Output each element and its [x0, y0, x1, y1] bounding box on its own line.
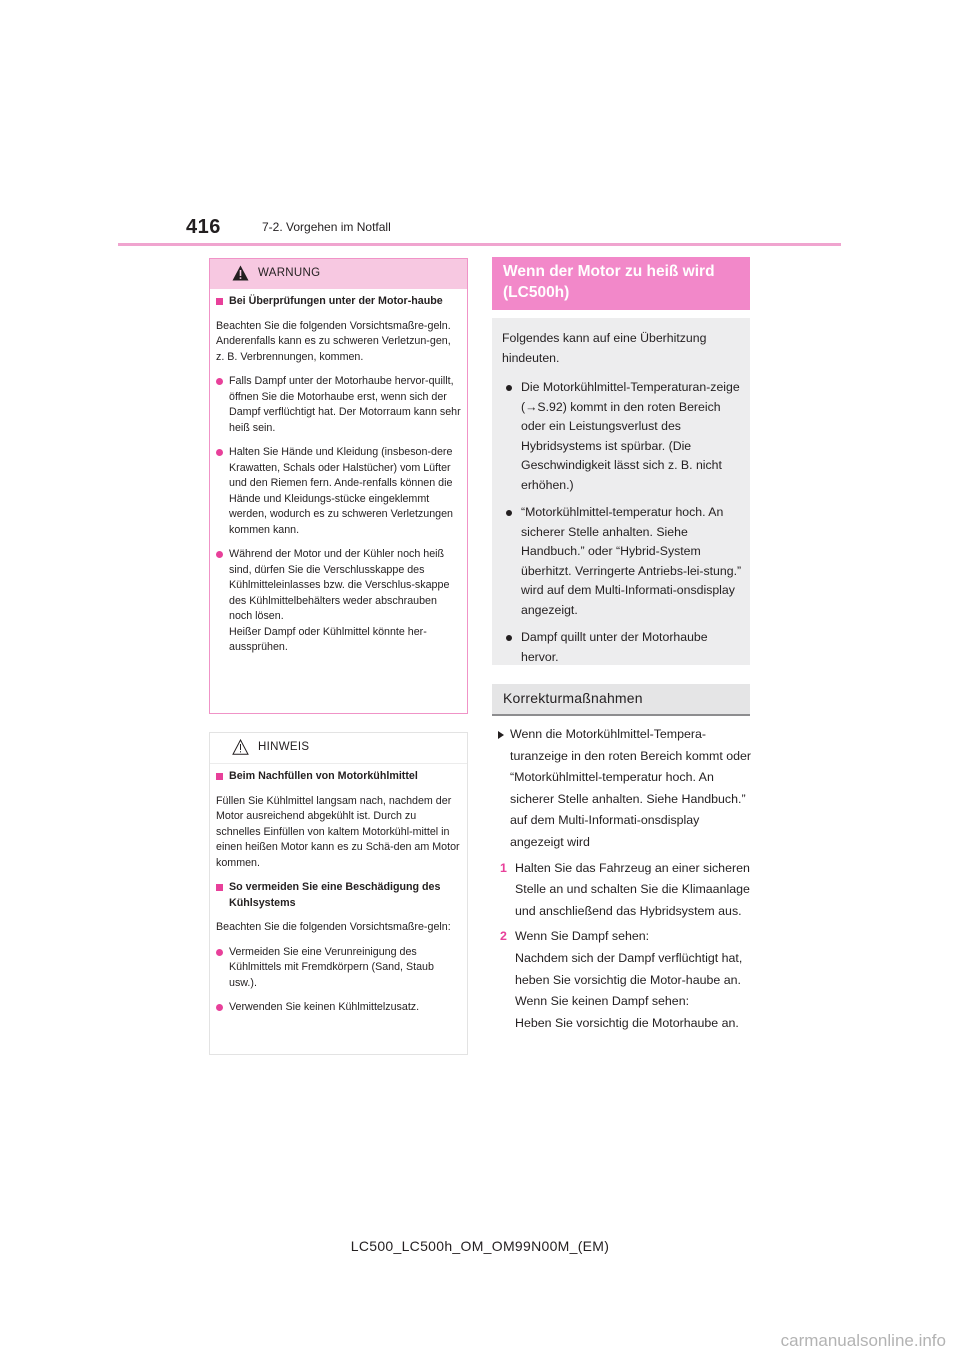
step-text: Halten Sie das Fahrzeug an einer sicheren Stelle an und schalten Sie die Klimaanlage und anschließend das Hybridsystem aus.	[515, 860, 750, 918]
symptom-item: “Motorkühlmittel-temperatur hoch. An sicherer Stelle anhalten. Siehe Handbuch.” oder “Hybrid-System überhitzt. Verringerte Antriebs-lei-stung.” wird auf dem Multi-Informati-onsdisplay angezeigt.	[502, 503, 742, 620]
step-number: 2	[500, 929, 507, 944]
warning-box	[209, 258, 468, 714]
warning-list-item: Während der Motor und der Kühler noch heiß sind, dürfen Sie die Verschlusskappe des Kühlmitteleinlasses bzw. die Verschlus-skappe des Kühlmittelbehälters weder abschrauben noch lösen.	[216, 547, 461, 625]
section-title: 7-2. Vorgehen im Notfall	[262, 220, 391, 234]
notice-body	[210, 764, 467, 1016]
warning-paragraph: Beachten Sie die folgenden Vorsichtsmaßre-geln.	[216, 319, 451, 332]
notice-paragraph: Füllen Sie Kühlmittel langsam nach, nachdem der Motor ausreichend abgekühlt ist. Durch zu schnelles Einfüllen von kaltem Motorkühl-mittel in einen heißen Motor kann es zu Schä-den am Motor kommen.	[216, 794, 460, 869]
condition-item: Wenn die Motorkühlmittel-Tempera-turanzeige in den roten Bereich kommt oder “Motorkühlmittel-temperatur hoch. An sicherer Stelle anhalten. Siehe Handbuch.” auf dem Multi-Informati-onsdisplay angezeigt wird	[498, 724, 752, 854]
overheat-section-title: Wenn der Motor zu heiß wird (LC500h)	[492, 257, 750, 310]
overheat-symptoms-box	[492, 318, 750, 665]
warning-heading: Bei Überprüfungen unter der Motor-haube	[216, 294, 461, 310]
corrective-actions-title: Korrekturmaßnahmen	[492, 684, 750, 716]
notice-box	[209, 732, 468, 1055]
watermark: carmanualsonline.info	[780, 1331, 946, 1350]
notice-list-item: Vermeiden Sie eine Verunreinigung des Kühlmittels mit Fremdkörpern (Sand, Staub usw.).	[216, 945, 461, 992]
notice-paragraph: Beachten Sie die folgenden Vorsichtsmaßre-geln:	[216, 921, 451, 933]
step-number: 1	[500, 860, 507, 875]
step-text: Heben Sie vorsichtig die Motorhaube an.	[515, 1015, 739, 1030]
step-text: Wenn Sie keinen Dampf sehen:	[515, 994, 690, 1009]
corrective-actions-body	[498, 724, 752, 1038]
warning-list-item: Halten Sie Hände und Kleidung (insbeson-dere Krawatten, Schals oder Halstücher) vom Lüfter und den Riemen fern. Ande-renfalls können die Hände und Kleidungs-stücke eingeklemmt werden, wodurch es zu schweren Verletzungen kommen kann.	[216, 445, 461, 538]
warning-list-item: Falls Dampf unter der Motorhaube hervor-quillt, öffnen Sie die Motorhaube erst, wenn sich der Dampf verflüchtigt hat. Der Motorraum kann sehr heiß sein.	[216, 374, 461, 436]
symptom-item: Die Motorkühlmittel-Temperaturan-zeige (→S.92) kommt in den roten Bereich oder ein Leistungsverlust des Hybridsystems ist spürbar. (Die Geschwindigkeit lässt sich z. B. nicht erhöhen.)	[502, 378, 742, 495]
notice-title: HINWEIS	[258, 741, 310, 753]
notice-header	[210, 733, 467, 764]
warning-title: WARNUNG	[258, 267, 321, 279]
notice-list-item: Verwenden Sie keinen Kühlmittelzusatz.	[216, 1000, 461, 1016]
notice-heading: Beim Nachfüllen von Motorkühlmittel	[216, 769, 461, 785]
step-text: Nachdem sich der Dampf verflüchtigt hat, heben Sie vorsichtig die Motor-haube an.	[515, 950, 743, 987]
warning-header	[210, 259, 467, 289]
overheat-intro: Folgendes kann auf eine Überhitzung hindeuten.	[502, 331, 707, 365]
page-number: 416	[186, 216, 221, 238]
header-rule	[118, 243, 841, 246]
step-text: Wenn Sie Dampf sehen:	[515, 929, 650, 944]
document-code: LC500_LC500h_OM_OM99N00M_(EM)	[350, 1238, 610, 1254]
symptom-item: Dampf quillt unter der Motorhaube hervor.	[502, 628, 742, 667]
step-item	[498, 926, 752, 1034]
warning-body	[210, 289, 467, 656]
step-item	[498, 858, 752, 923]
notice-heading: So vermeiden Sie eine Beschädigung des Kühlsystems	[216, 880, 461, 911]
notice-icon	[232, 739, 249, 755]
warning-paragraph: Anderenfalls kann es zu schweren Verletzun-gen, z. B. Verbrennungen, kommen.	[216, 335, 451, 363]
warning-icon	[232, 265, 249, 281]
warning-list-item-continued: Heißer Dampf oder Kühlmittel könnte her-aussprühen.	[229, 625, 427, 653]
